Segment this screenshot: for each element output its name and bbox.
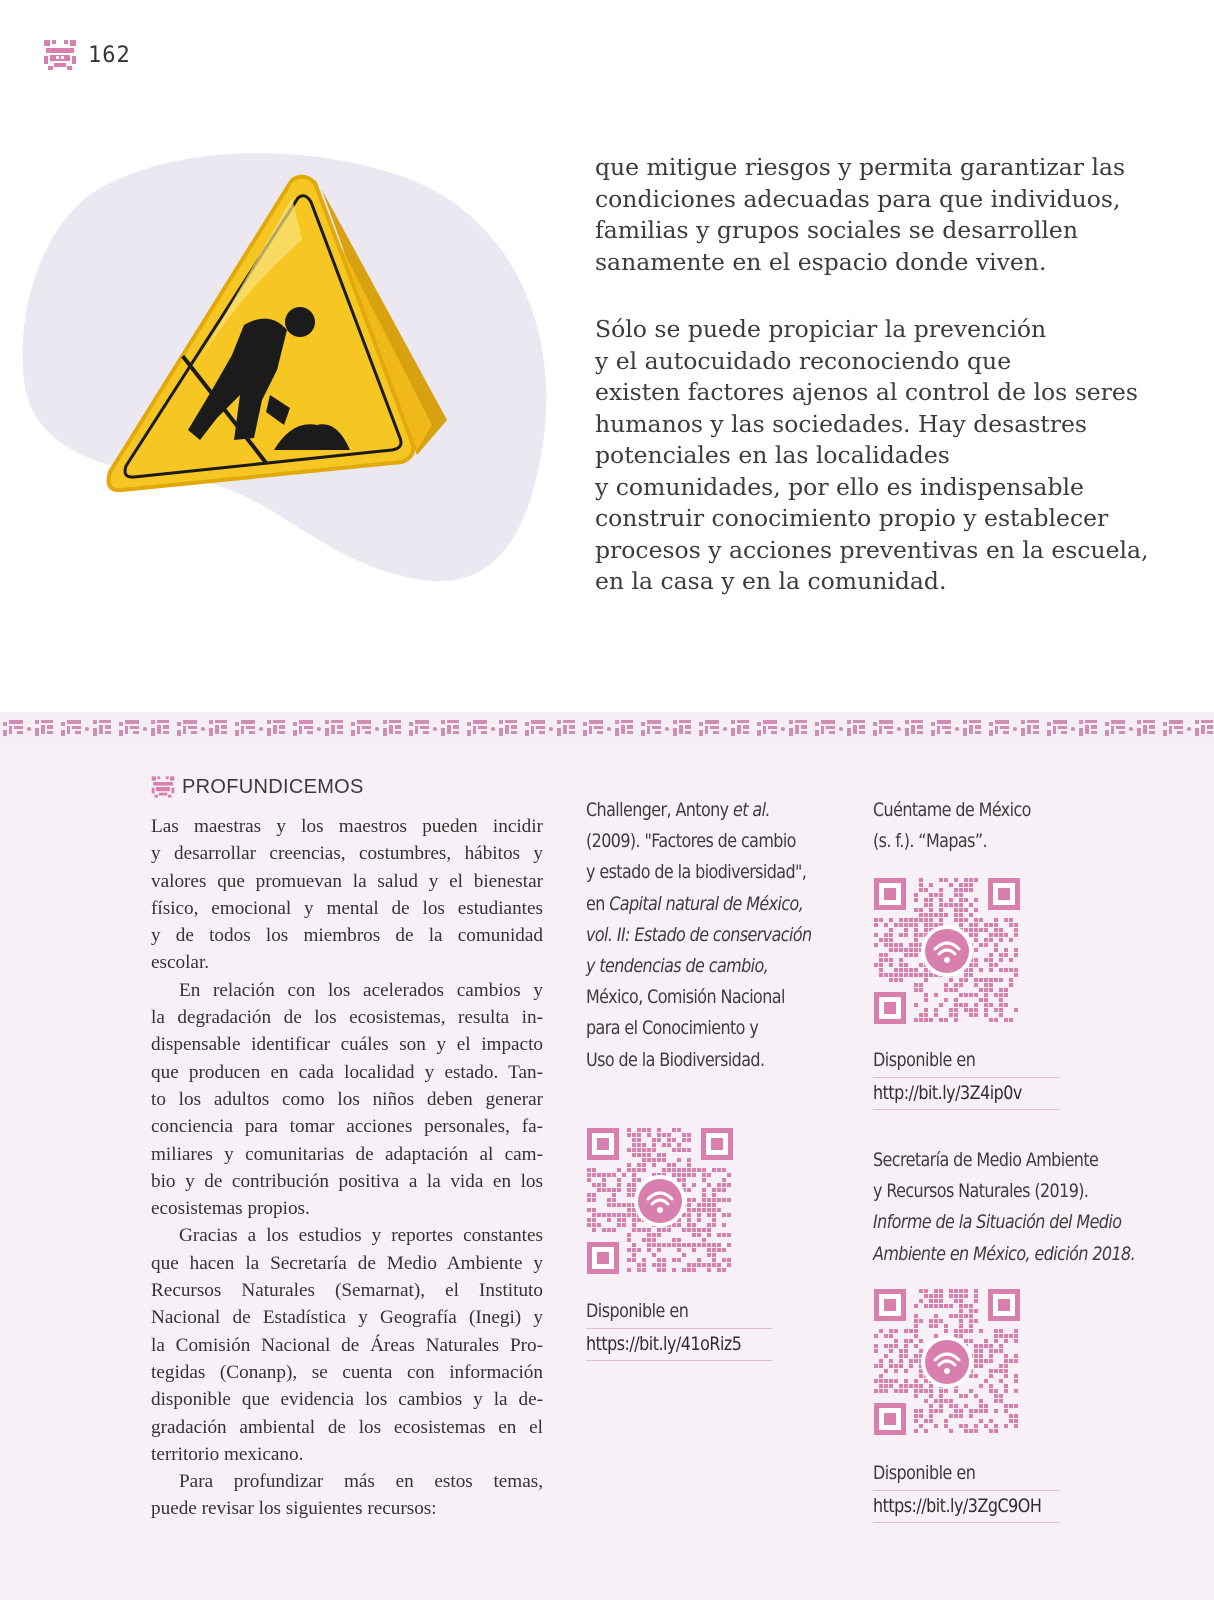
intro-paragraph-2: Sólo se puede propiciar la prevención y el autocuidado reconociendo que existen factores ajenos al control de los seres humanos y las sociedades. Hay desastres potenciales en las localidades y comunidades, por ello es indispensable construir conocimiento propio y establecer procesos y acciones preventivas en la escuela, en la casa y en la comunidad. [595,315,1149,595]
section-heading [150,775,364,799]
road-work-sign-illustration [22,150,552,595]
qr-code-challenger[interactable] [586,1127,734,1275]
aztec-glyph-icon [42,38,78,72]
link-block-cuentame: Disponible en http://bit.ly/3Z4ip0v [873,1045,1059,1110]
body-paragraph: Las maestras y los maestros pueden incidir y desarrollar creencias, costumbres, hábitos y valores que promuevan la salud y el bienestar físico, emocional y mental de los estudiantes y de todos los miembros de la comunidad escolar. [151,816,543,974]
body-paragraph: En relación con los acelerados cambios y la degradación de los ecosistemas, resulta in- dispensable identificar cuáles son y el impacto que producen en cada localidad y estado. Tan- to los adultos como los niños deben generar conciencia para tomar acciones personales, fa- miliares y comunitarias de adaptación al cam- bio y de contribución positiva a la vida en los ecosistemas propios. [151,979,543,1220]
url-link[interactable]: https://bit.ly/3ZgC9OH [873,1494,1042,1517]
glyph-pattern-border [0,712,1214,746]
section-title: PROFUNDICEMOS [182,775,364,798]
url-link[interactable]: https://bit.ly/41oRiz5 [586,1332,742,1355]
qr-code-semarnat[interactable] [873,1288,1021,1436]
intro-paragraph-1: que mitigue riesgos y permita garantizar las condiciones adecuadas para que individuos, familias y grupos sociales se desarrollen sanamente en el espacio donde viven. [595,153,1126,276]
page-header [42,38,131,72]
link-block-challenger: Disponible en https://bit.ly/41oRiz5 [586,1296,772,1361]
page-number: 162 [88,42,131,68]
top-text-block [595,152,1175,598]
reference-cuentame: Cuéntame de México (s. f.). “Mapas”. [873,799,1031,853]
qr-code-cuentame[interactable] [873,877,1021,1025]
body-text-column [151,813,543,1523]
body-paragraph: Gracias a los estudios y reportes constantes que hacen la Secretaría de Medio Ambiente y Recursos Naturales (Semarnat), el Instituto Nacional de Estadística y Geografía (Inegi) y la Comisión Nacional de Áreas Naturales Pro- tegidas (Conanp), se cuenta con información disponible que evidencia los cambios y la de- gradación ambiental de los ecosistemas en el territorio mexicano. [151,1225,543,1465]
aztec-glyph-icon [150,775,176,799]
decorative-border [0,712,1214,746]
body-paragraph: Para profundizar más en estos temas, puede revisar los siguientes recursos: [151,1471,543,1520]
url-link[interactable]: http://bit.ly/3Z4ip0v [873,1081,1022,1104]
reference-challenger: Challenger, Antony et al. (2009). "Factores de cambio y estado de la biodiversidad", en Capital natural de México, vol. II: Estado de conservación y tendencias de cambio, México, Comisión Nacional para el Conocimiento y Uso de la Biodiversidad. [586,799,812,1071]
reference-semarnat: Secretaría de Medio Ambiente y Recursos Naturales (2019). Informe de la Situación del Medio Ambiente en México, edición 2018. [873,1149,1136,1265]
link-block-semarnat: Disponible en https://bit.ly/3ZgC9OH [873,1458,1059,1523]
